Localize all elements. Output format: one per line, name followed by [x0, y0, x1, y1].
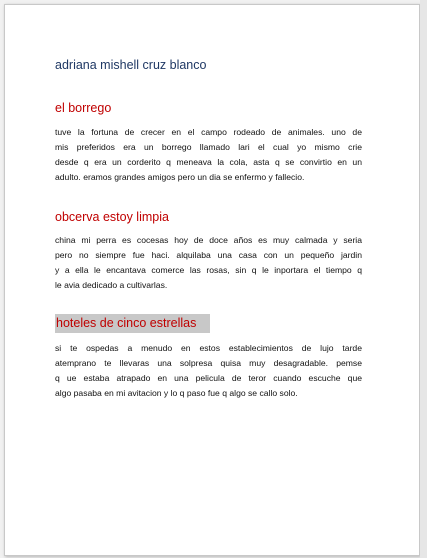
paragraph-line: y a ella le encantava comerce las rosas, sin q le inportara el tiempo q	[55, 265, 362, 275]
author-name[interactable]: adriana mishell cruz blanco	[55, 58, 207, 72]
paragraph-line: desde q era un corderito q meneava la cola, asta q se convirtio en un	[55, 157, 362, 167]
document-page[interactable]	[4, 4, 420, 556]
paragraph-line: tuve la fortuna de crecer en el campo rodeado de animales. uno de	[55, 127, 362, 137]
paragraph-line: le avia dedicado a cultivarlas.	[55, 280, 168, 290]
paragraph-line: mis preferidos era un borrego llamado lari el cual yo mismo crie	[55, 142, 362, 152]
paragraph-line: adulto. eramos grandes amigos pero un dia se enfermo y fallecio.	[55, 172, 305, 182]
paragraph-hoteles-de-cinco-estrellas[interactable]	[55, 341, 362, 401]
paragraph-line: china mi perra es cocesas hoy de doce años es muy calmada y seria	[55, 235, 362, 245]
paragraph-obcerva-estoy-limpia[interactable]	[55, 233, 362, 293]
paragraph-el-borrego[interactable]	[55, 125, 362, 185]
vertical-scrollbar[interactable]	[420, 0, 427, 558]
heading-obcerva-estoy-limpia[interactable]: obcerva estoy limpia	[55, 210, 169, 224]
paragraph-line: q ue estaba atrapado en una pelicula de teror cuando escuche que	[55, 373, 362, 383]
paragraph-line: algo pasaba en mi avitacion y lo q paso fue q algo se callo solo.	[55, 388, 298, 398]
paragraph-line: atemprano te llevaras una solpresa quisa muy desagradable. pemse	[55, 358, 362, 368]
paragraph-line: si te ospedas a menudo en estos establecimientos de lujo tarde	[55, 343, 362, 353]
paragraph-line: pero no siempre fue haci. alquilaba una casa con un pequeño jardin	[55, 250, 362, 260]
heading-el-borrego[interactable]: el borrego	[55, 101, 112, 115]
heading-hoteles-de-cinco-estrellas[interactable]: hoteles de cinco estrellas	[55, 316, 210, 330]
